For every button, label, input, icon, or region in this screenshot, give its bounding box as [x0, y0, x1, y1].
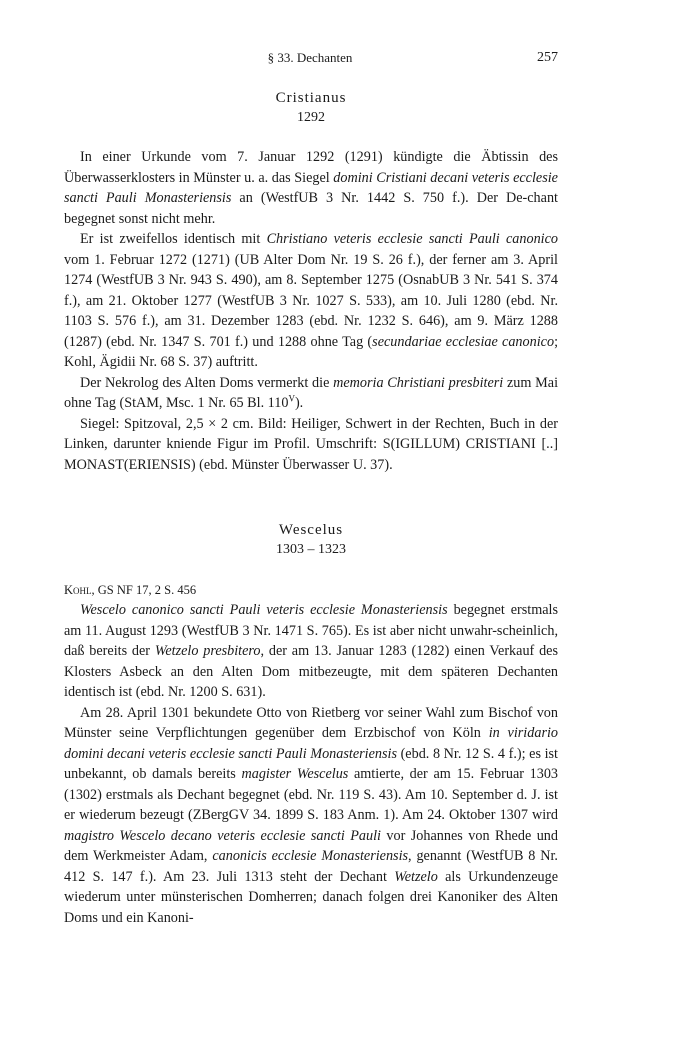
text-run: als Urkundenzeuge wiederum unter münsterischen Domherren; danach folgen drei Kanoniker des Alten Doms und ein Kanoni- [64, 868, 559, 926]
latin-quote: secundariae ecclesiae canonico [372, 333, 555, 350]
text-run: begegnet erstmals am 11. August 1293 (WestfUB 3 Nr. 1471 S. 765). Es ist aber nicht unwahr-scheinlich, daß bereits der [64, 602, 558, 659]
literature-citation: , GS NF 17, 2 S. 456 [91, 583, 197, 597]
latin-quote: Wescelo canonico sancti Pauli veteris ecclesie Monasteriensis [80, 602, 448, 618]
paragraph [64, 414, 558, 476]
latin-quote: Wetzelo [394, 868, 438, 885]
page-number: 257 [537, 50, 558, 65]
entry-years: 1303 – 1323 [276, 542, 346, 557]
latin-quote: Christiano veteris ecclesie sancti Pauli canonico [266, 231, 558, 247]
paragraph [64, 600, 558, 703]
text-run: , der am 13. Januar 1283 (1282) einen Verkauf des Klosters Asbeck an den Alten Dom mitbezeugte, mit dem späteren Dechanten identisch ist (ebd. Nr. 1200 S. 631). [64, 643, 558, 700]
entry-title: Wescelus [278, 522, 344, 538]
latin-quote: Wetzelo presbitero [154, 643, 261, 659]
entry-years: 1292 [297, 110, 325, 125]
text-run: Er ist zweifellos identisch mit [80, 231, 267, 247]
text-run: Siegel: Spitzoval, 2,5 × 2 cm. Bild: Heiliger, Schwert in der Rechten, Buch in der Linken, darunter kniende Figur im Profil. Umschrift: S(IGILLUM) CRISTIANI [..] MONAST(ERIENSIS) (ebd. Münster Überwasser U. 37). [64, 415, 558, 473]
paragraph [64, 229, 558, 373]
text-run: In einer Urkunde vom 7. Januar 1292 (1291) kündigte die Äbtissin des Überwasserklosters in Münster u. a. das Siegel [64, 149, 558, 186]
entry-title: Cristianus [275, 90, 347, 106]
paragraph [64, 703, 558, 929]
literature-author: Kohl [64, 583, 92, 597]
text-run: ; Kohl, Ägidii Nr. 68 S. 37) auftritt. [64, 333, 559, 370]
running-header [0, 50, 700, 70]
text-run: vor Johannes von Rhede und dem Werkmeister Adam, [64, 827, 558, 864]
latin-quote: magistro Wescelo decano veteris ecclesie sancti Pauli [64, 827, 381, 844]
text-run: an (WestfUB 3 Nr. 1442 S. 750 f.). Der De-chant begegnet sonst nicht mehr. [64, 190, 558, 227]
latin-quote: domini Cristiani decani veteris ecclesie sancti Pauli Monasteriensis [64, 169, 558, 206]
text-run: , genannt (WestfUB 8 Nr. 412 S. 147 f.). Am 23. Juli 1313 steht der Dechant [64, 848, 558, 885]
text-run: vom 1. Februar 1272 (1271) (UB Alter Dom Nr. 19 S. 26 f.), der ferner am 3. April 1274 (WestfUB 3 Nr. 943 S. 490), am 8. September 1275 (OsnabUB 3 Nr. 541 S. 374 f.), am 21. Oktober 1277 (WestfUB 3 Nr. 1027 S. 533), am 10. Juli 1280 (ebd. Nr. 1103 S. 576 f.), am 31. Dezember 1283 (ebd. Nr. 1232 S. 646), am 9. März 1288 (1287) (ebd. Nr. 1347 S. 701 f.) und 1288 ohne Tag ( [64, 251, 558, 350]
text-run: Am 28. April 1301 bekundete Otto von Rietberg vor seiner Wahl zum Bischof von Münster seine Verpflichtungen gegenüber dem Erzbischof von Köln [64, 704, 558, 741]
superscript: V [288, 393, 295, 404]
paragraph [64, 147, 558, 229]
paragraph [64, 373, 558, 414]
text-run: ). [294, 395, 304, 411]
latin-quote: in viridario domini decani veteris ecclesie sancti Pauli Monasteriensis [64, 725, 558, 762]
text-run: (ebd. 8 Nr. 12 S. 4 f.); es ist unbekannt, ob damals bereits [64, 745, 558, 782]
entry-wescelus [64, 520, 558, 928]
text-run: zum Mai ohne Tag (StAM, Msc. 1 Nr. 65 Bl. 110 [64, 374, 559, 411]
latin-quote: memoria Christiani presbiteri [333, 374, 504, 391]
latin-quote: magister Wescelus [241, 766, 349, 782]
text-run: Der Nekrolog des Alten Doms vermerkt die [80, 374, 334, 391]
literature-reference [64, 580, 558, 600]
latin-quote: canonicis ecclesie Monasteriensis [212, 848, 409, 864]
entry-cristianus [64, 88, 558, 475]
section-title: § 33. Dechanten [267, 50, 353, 65]
text-run: amtierte, der am 15. Februar 1303 (1302) erstmals als Dechant begegnet (ebd. Nr. 119 S. 43). Am 10. September d. J. ist er wiederum bezeugt (ZBergGV 34. 1899 S. 183 Anm. 1). Am 24. Oktober 1307 wird [64, 766, 559, 823]
